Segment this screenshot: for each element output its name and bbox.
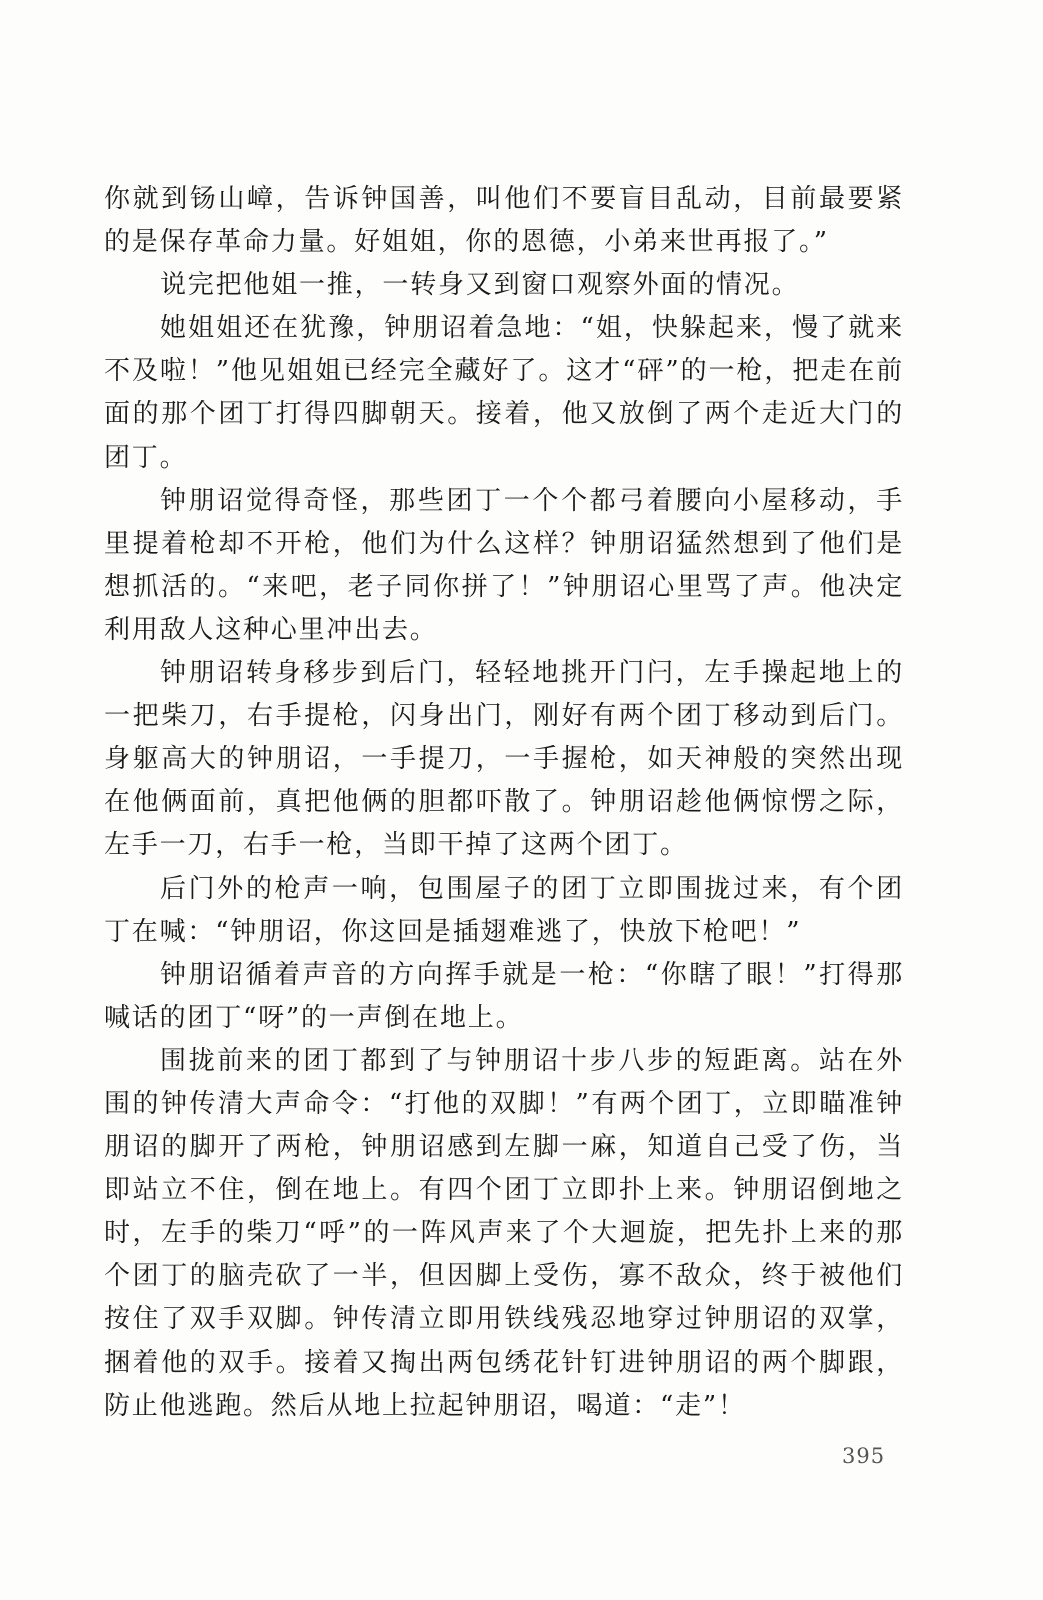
page-number: 395 xyxy=(842,1444,886,1468)
paragraph-continuation: 你就到钖山嶂，告诉钟国善，叫他们不要盲目乱动，目前最要紧的是保存革命力量。好姐姐，你的恩德，小弟来世再报了。” xyxy=(104,184,904,258)
paragraph: 钟朋诏觉得奇怪，那些团丁一个个都弓着腰向小屋移动，手里提着枪却不开枪，他们为什么这样？钟朋诏猛然想到了他们是想抓活的。“来吧，老子同你拼了！”钟朋诏心里骂了声。他决定利用敌人这种心里冲出去。 xyxy=(104,485,904,645)
paragraph: 钟朋诏循着声音的方向挥手就是一枪：“你瞎了眼！”打得那喊话的团丁“呀”的一声倒在地上。 xyxy=(104,959,904,1033)
paragraph: 后门外的枪声一响，包围屋子的团丁立即围拢过来，有个团丁在喊：“钟朋诏，你这回是插翅难逃了，快放下枪吧！” xyxy=(104,873,904,947)
paragraph: 围拢前来的团丁都到了与钟朋诏十步八步的短距离。站在外围的钟传清大声命令：“打他的双脚！”有两个团丁，立即瞄准钟朋诏的脚开了两枪，钟朋诏感到左脚一麻，知道自己受了伤，当即站立不住，倒在地上。有四个团丁立即扑上来。钟朋诏倒地之时，左手的柴刀“呼”的一阵风声来了个大迴旋，把先扑上来的那个团丁的脑壳砍了一半，但因脚上受伤，寡不敌众，终于被他们按住了双手双脚。钟传清立即用铁线残忍地穿过钟朋诏的双掌，捆着他的双手。接着又掏出两包绣花针钉进钟朋诏的两个脚跟，防止他逃跑。然后从地上拉起钟朋诏，喝道：“走”！ xyxy=(104,1045,904,1421)
body-text xyxy=(104,178,904,1428)
paragraph: 钟朋诏转身移步到后门，轻轻地挑开门闩，左手操起地上的一把柴刀，右手提枪，闪身出门，刚好有两个团丁移动到后门。身躯高大的钟朋诏，一手提刀，一手握枪，如天神般的突然出现在他俩面前，真把他俩的胆都吓散了。钟朋诏趁他俩惊愣之际，左手一刀，右手一枪，当即干掉了这两个团丁。 xyxy=(104,658,904,861)
paragraph: 说完把他姐一推，一转身又到窗口观察外面的情况。 xyxy=(160,270,800,301)
paragraph: 她姐姐还在犹豫，钟朋诏着急地：“姐，快躲起来，慢了就来不及啦！”他见姐姐已经完全藏好了。这才“砰”的一枪，把走在前面的那个团丁打得四脚朝天。接着，他又放倒了两个走近大门的团丁。 xyxy=(104,313,904,473)
